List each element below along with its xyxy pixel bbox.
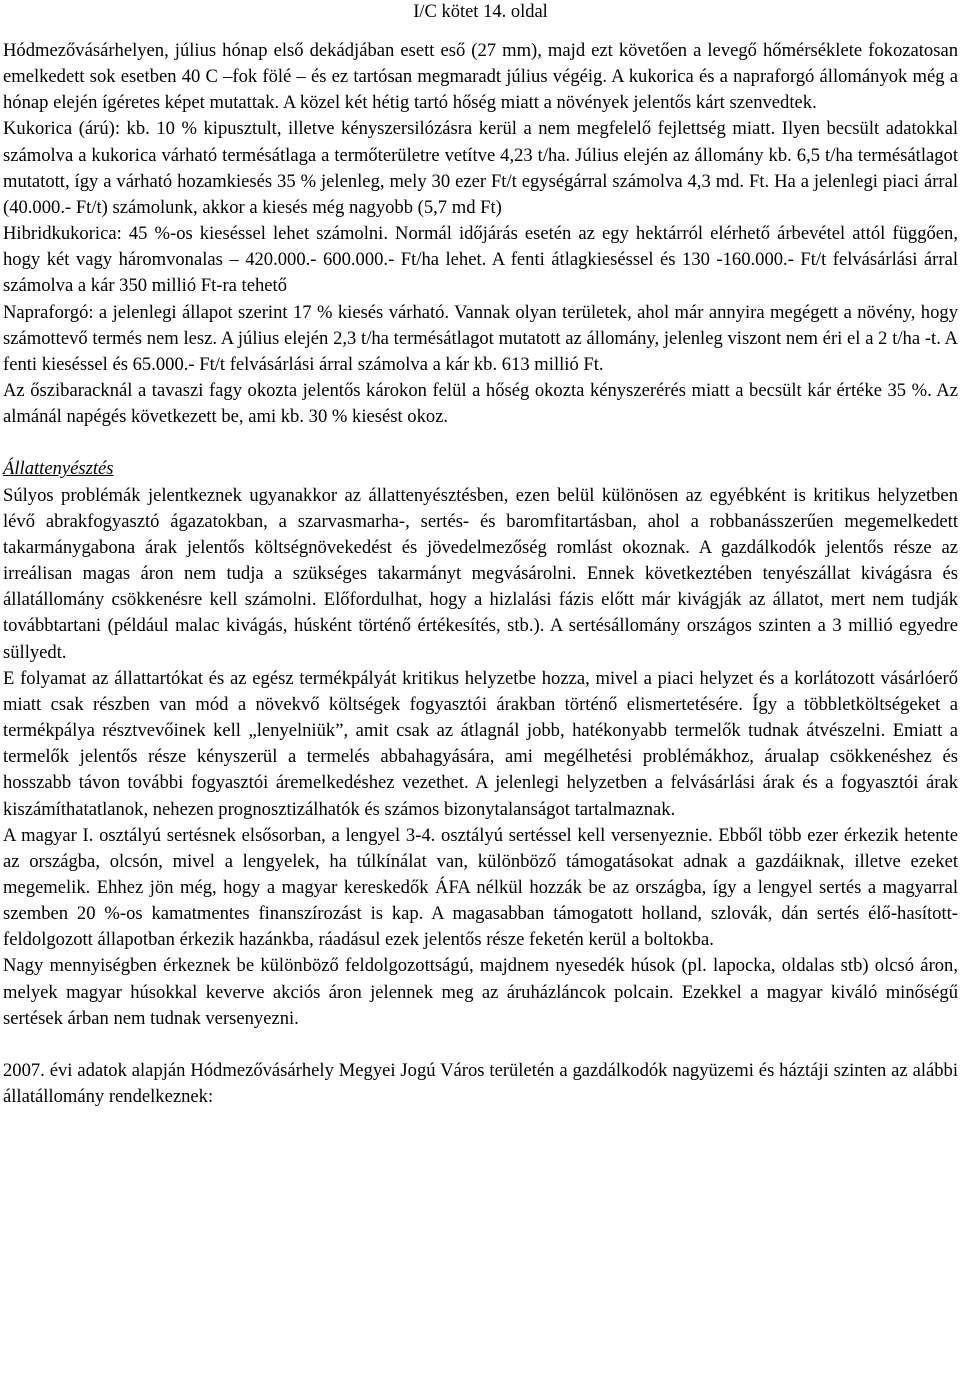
paragraph-process: E folyamat az állattartókat és az egész termékpályát kritikus helyzetbe hozza, mivel a piaci helyzet és a korlátozott vásárlóerő miatt csak részben van mód a növekvő költségek fogyasztói árakban történő elismertetésére. Így a többletköltségeket a termékpálya résztvevőinek kell „lenyelniük”, amit csak az átlagnál jobb, hatékonyabb termelők tudnak átvészelni. Emiatt a termelők jelentős része kényszerül a termelés abbahagyására, ami megélhetési problémákhoz, árualap csökkenéshez és hosszabb távon további fogyasztói áremelkedéshez vezethet. A jelenlegi helyzetben a felvásárlási árak és a fogyasztói árak kiszámíthatatlanok, nehezen prognosztizálhatók és számos bizonytalanságot tartalmaznak.	[3, 667, 958, 820]
paragraph-kukorica: Kukorica (árú): kb. 10 % kipusztult, illetve kényszersilózásra kerül a nem megfelelő fejlettség miatt. Ilyen becsült adatokkal számolva a kukorica várható termésátlaga a termőterületre vetítve 4,23 t/ha. Július elején az állomány kb. 6,5 t/ha termésátlagot mutatott, így a várható hozamkiesés 35 % jelenleg, mely 30 ezer Ft/t egységárral számolva 4,3 md. Ft. Ha a jelenlegi piaci árral (40.000.- Ft/t) számolunk, akkor a kiesés még nagyobb (5,7 md Ft)	[3, 118, 958, 218]
paragraph-pig-competition: A magyar I. osztályú sertésnek elsősorban, a lengyel 3-4. osztályú sertéssel kell versenyeznie. Ebből több ezer érkezik hetente az országba, olcsón, mivel a lengyelek, ha túlkínálat van, különböző támogatásokat adnak a gazdáiknak, illetve ezeket megemelik. Ehhez jön még, hogy a magyar kereskedők ÁFA nélkül hozzák be az országba, így a lengyel sertés a magyarral szemben 20 %-os kamatmentes finanszírozást is kap. A magasabban támogatott holland, szlovák, dán sertés élő-hasított-feldolgozott állapotban érkezik hazánkba, ráadásul ezek jelentős része feketén kerül a boltokba.	[3, 824, 958, 951]
spacer	[3, 430, 958, 456]
paragraph-hibridkukorica: Hibridkukorica: 45 %-os kieséssel lehet számolni. Normál időjárás esetén az egy hektárról elérhető árbevétel attól függően, hogy két vagy háromvonalas – 420.000.- 600.000.- Ft/ha lehet. A fenti átlagkieséssel és 130 -160.000.- Ft/t felvásárlási árral számolva a kár 350 millió Ft-ra tehető	[3, 223, 958, 297]
paragraph-problems: Súlyos problémák jelentkeznek ugyanakkor az állattenyésztésben, ezen belül különösen az egyébként is kritikus helyzetben lévő abrakfogyasztó ágazatokban, a szarvasmarha-, sertés- és baromfitartásban, ahol a robbanásszerűen megemelkedett takarmánygabona árak jelentős költségnövekedést és jövedelmezőség romlást okoznak. A gazdálkodók jelentős része az irreálisan magas áron nem tudja a szükséges takarmányt megvásárolni. Ennek következtében tenyészállat kivágásra és állatállomány csökkenésre kell számolni. Előfordulhat, hogy a hizlalási fázis előtt már kivágják az állatot, mert nem tudják továbbtartani (például malac kivágás, húsként történő értékesítés, stb.). A sertésállomány országos szinten a 3 millió egyedre süllyedt.	[3, 484, 958, 663]
paragraph-napraforgo: Napraforgó: a jelenlegi állapot szerint 17 % kiesés várható. Vannak olyan területek, ahol már annyira megégett a növény, hogy számottevő termés nem lesz. A július elején 2,3 t/ha termésátlagot mutatott az állomány, jelenleg viszont nem éri el a 2 t/ha -t. A fenti kieséssel és 65.000.- Ft/t felvásárlási árral számolva a kár kb. 613 millió Ft.	[3, 301, 958, 375]
section-title: Állattenyésztés	[3, 458, 114, 480]
animal-husbandry-section	[3, 456, 958, 1031]
spacer	[3, 1032, 958, 1058]
document-page	[3, 0, 958, 1110]
paragraph-meat-imports: Nagy mennyiségben érkeznek be különböző feldolgozottságú, majdnem nyesedék húsok (pl. lapocka, oldalas stb) olcsó áron, melyek magyar húsokkal keverve akciós áron jelennek meg az áruházláncok polcain. Ezekkel a magyar kiváló minőségű sertések árban nem tudnak versenyezni.	[3, 955, 958, 1029]
crop-damage-section	[3, 38, 958, 430]
paragraph-oszibarack: Az őszibaracknál a tavaszi fagy okozta jelentős károkon felül a hőség okozta kényszerérés miatt a becsült kár értéke 35 %. Az almánál napégés következett be, ami kb. 30 % kiesést okoz.	[3, 380, 958, 428]
paragraph-intro: Hódmezővásárhelyen, július hónap első dekádjában esett eső (27 mm), majd ezt követően a levegő hőmérséklete fokozatosan emelkedett sok esetben 40 C –fok fölé – és ez tartósan megmaradt július végéig. A kukorica és a napraforgó állományok még a hónap elején ígéretes képet mutattak. A közel két hétig tartó hőség miatt a növények jelentős kárt szenvedtek.	[3, 40, 958, 114]
page-header: I/C kötet 14. oldal	[413, 2, 548, 22]
paragraph-2007-data: 2007. évi adatok alapján Hódmezővásárhely Megyei Jogú Város területén a gazdálkodók nagyüzemi és háztáji szinten az alábbi állatállomány rendelkeznek:	[3, 1060, 958, 1108]
